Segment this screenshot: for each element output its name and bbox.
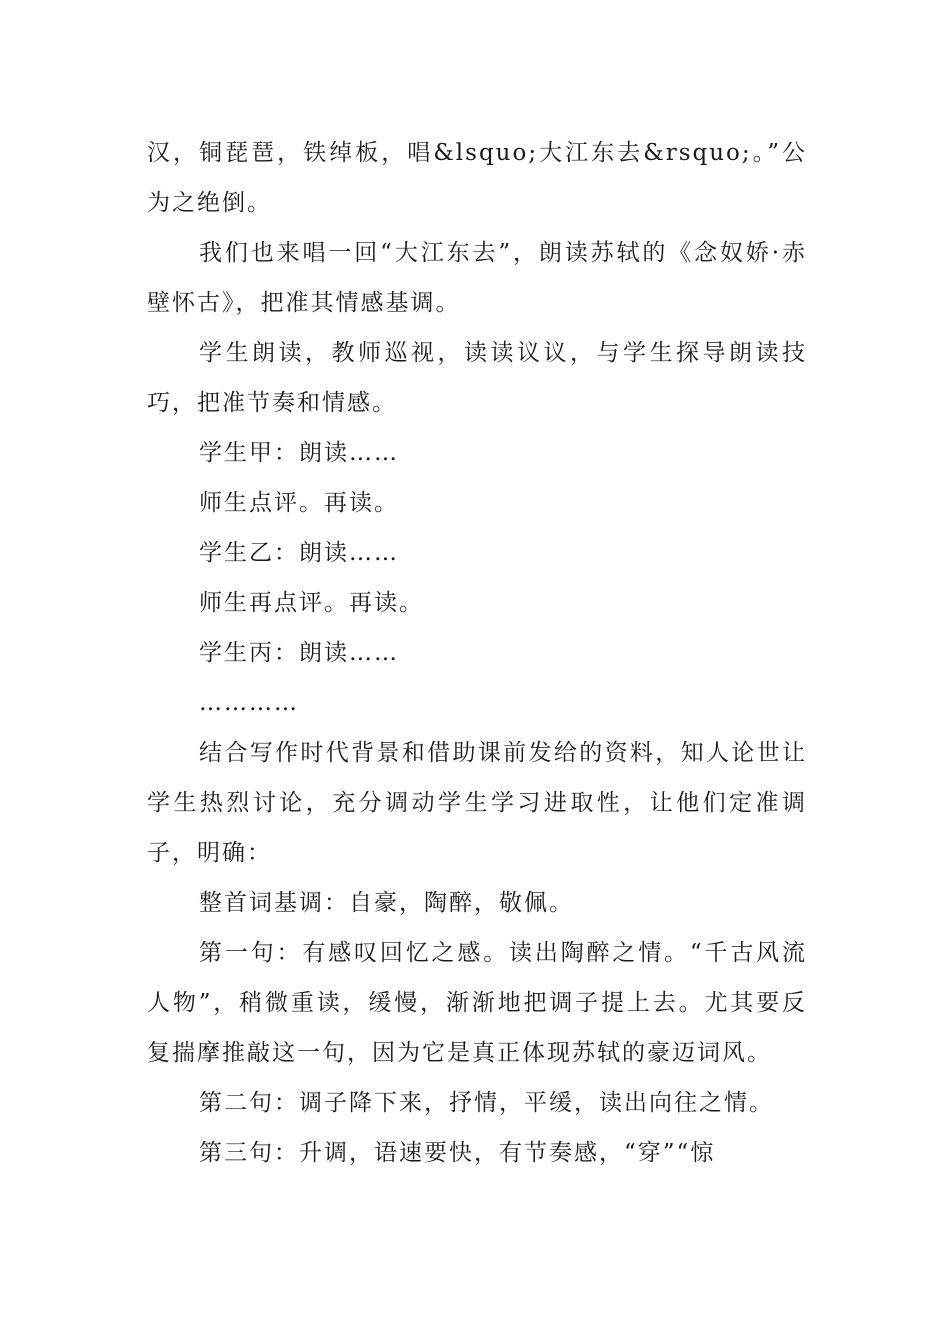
- document-body: [147, 128, 807, 1178]
- paragraph-2: 我们也来唱一回“大江东去”，朗读苏轼的《念奴娇·赤壁怀古》，把准其情感基调。: [147, 240, 807, 316]
- paragraph-6: 学生乙：朗读……: [199, 540, 399, 566]
- paragraph-10: 结合写作时代背景和借助课前发给的资料，知人论世让学生热烈讨论，充分调动学生学习进取性，让他们定准调子，明确：: [147, 740, 807, 866]
- paragraph-5: 师生点评。再读。: [199, 490, 399, 516]
- paragraph-4: 学生甲：朗读……: [199, 440, 399, 466]
- paragraph-11: 整首词基调：自豪，陶醉，敬佩。: [199, 890, 574, 916]
- paragraph-3: 学生朗读，教师巡视，读读议议，与学生探导朗读技巧，把准节奏和情感。: [147, 340, 807, 416]
- paragraph-7: 师生再点评。再读。: [199, 590, 424, 616]
- paragraph-9: …………: [199, 690, 299, 716]
- paragraph-12: 第一句：有感叹回忆之感。读出陶醉之情。“千古风流人物”，稍微重读，缓慢，渐渐地把调子提上去。尤其要反复揣摩推敲这一句，因为它是真正体现苏轼的豪迈词风。: [147, 940, 807, 1066]
- paragraph-1: 汉，铜琵琶，铁绰板，唱&lsquo;大江东去&rsquo;。”公为之绝倒。: [147, 140, 807, 216]
- paragraph-14: 第三句：升调，语速要快，有节奏感，“穿”“惊: [199, 1140, 716, 1166]
- paragraph-13: 第二句：调子降下来，抒情，平缓，读出向往之情。: [199, 1090, 774, 1116]
- paragraph-8: 学生丙：朗读……: [199, 640, 399, 666]
